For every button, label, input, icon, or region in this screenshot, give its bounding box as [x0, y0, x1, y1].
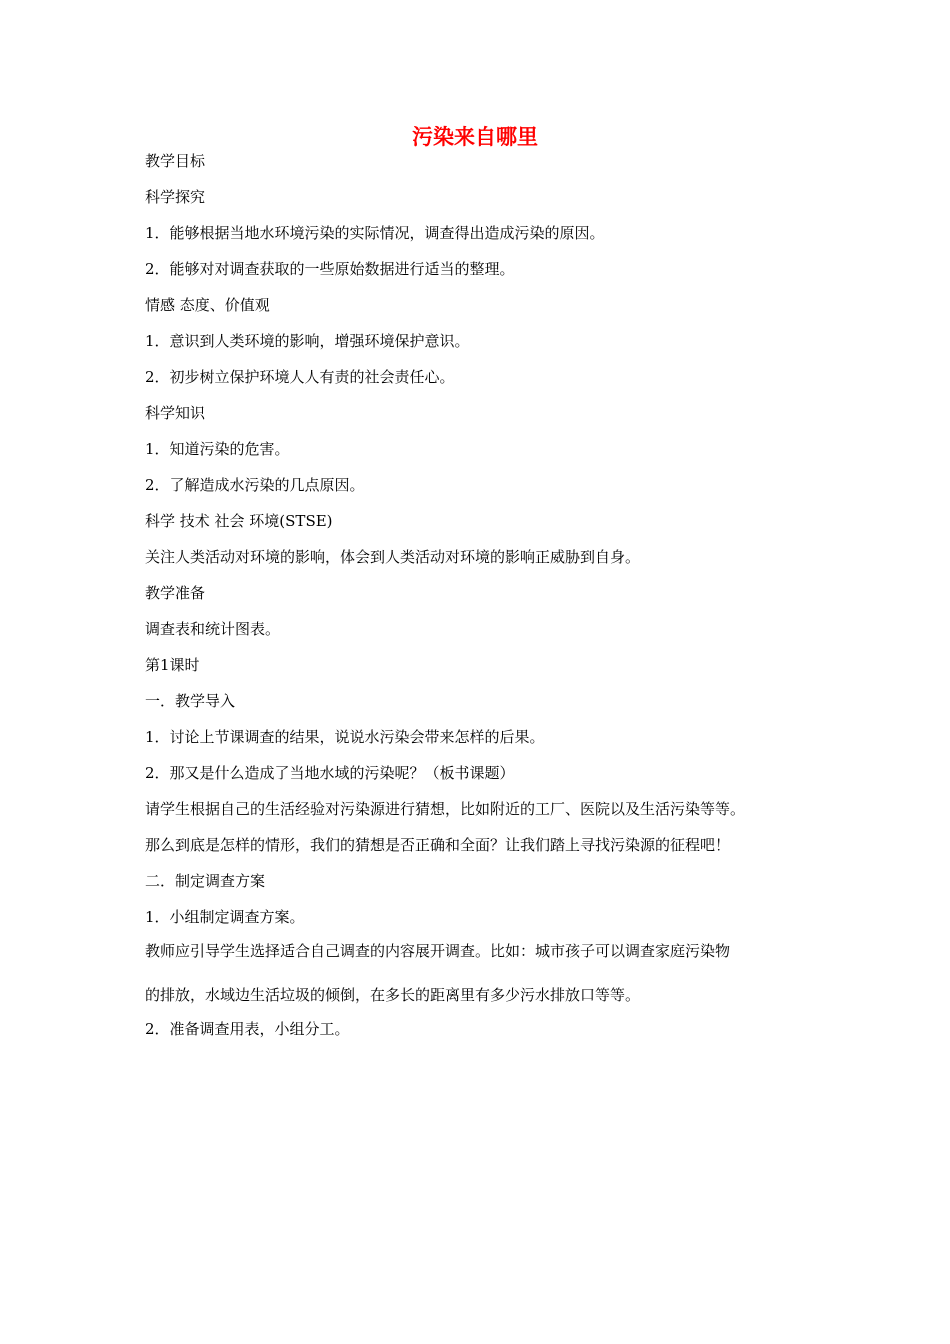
paragraph: 的排放，水域边生活垃圾的倾倒，在多长的距离里有多少污水排放口等等。: [145, 986, 641, 1004]
heading-teaching-preparation: 教学准备: [145, 584, 206, 602]
list-item: 1．意识到人类环境的影响，增强环境保护意识。: [145, 332, 470, 350]
paragraph: 请学生根据自己的生活经验对污染源进行猜想，比如附近的工厂、医院以及生活污染等等。: [145, 800, 746, 818]
list-item: 2．了解造成水污染的几点原因。: [145, 476, 365, 494]
list-item: 1．知道污染的危害。: [145, 440, 290, 458]
paragraph: 调查表和统计图表。: [145, 620, 281, 638]
subheading-science-inquiry: 科学探究: [145, 188, 206, 206]
document-title: 污染来自哪里: [412, 125, 538, 149]
list-item: 1．小组制定调查方案。: [145, 908, 305, 926]
subheading-stse: 科学 技术 社会 环境(STSE): [145, 512, 333, 530]
section-heading-introduction: 一．教学导入: [145, 692, 236, 710]
subheading-emotion-attitude-values: 情感 态度、价值观: [145, 296, 270, 314]
list-item: 2．准备调查用表，小组分工。: [145, 1020, 350, 1038]
paragraph: 那么到底是怎样的情形，我们的猜想是否正确和全面？让我们踏上寻找污染源的征程吧！: [145, 836, 731, 854]
list-item: 2．能够对对调查获取的一些原始数据进行适当的整理。: [145, 260, 515, 278]
paragraph: 教师应引导学生选择适合自己调查的内容展开调查。比如：城市孩子可以调查家庭污染物: [145, 942, 731, 960]
section-heading-survey-plan: 二．制定调查方案: [145, 872, 266, 890]
subheading-science-knowledge: 科学知识: [145, 404, 206, 422]
list-item: 1．能够根据当地水环境污染的实际情况，调查得出造成污染的原因。: [145, 224, 605, 242]
list-item: 1．讨论上节课调查的结果，说说水污染会带来怎样的后果。: [145, 728, 545, 746]
list-item: 2．初步树立保护环境人人有责的社会责任心。: [145, 368, 455, 386]
heading-lesson-1: 第1课时: [145, 656, 200, 674]
heading-teaching-goals: 教学目标: [145, 152, 206, 170]
list-item: 2．那又是什么造成了当地水域的污染呢？（板书课题）: [145, 764, 515, 782]
paragraph: 关注人类活动对环境的影响，体会到人类活动对环境的影响正威胁到自身。: [145, 548, 641, 566]
